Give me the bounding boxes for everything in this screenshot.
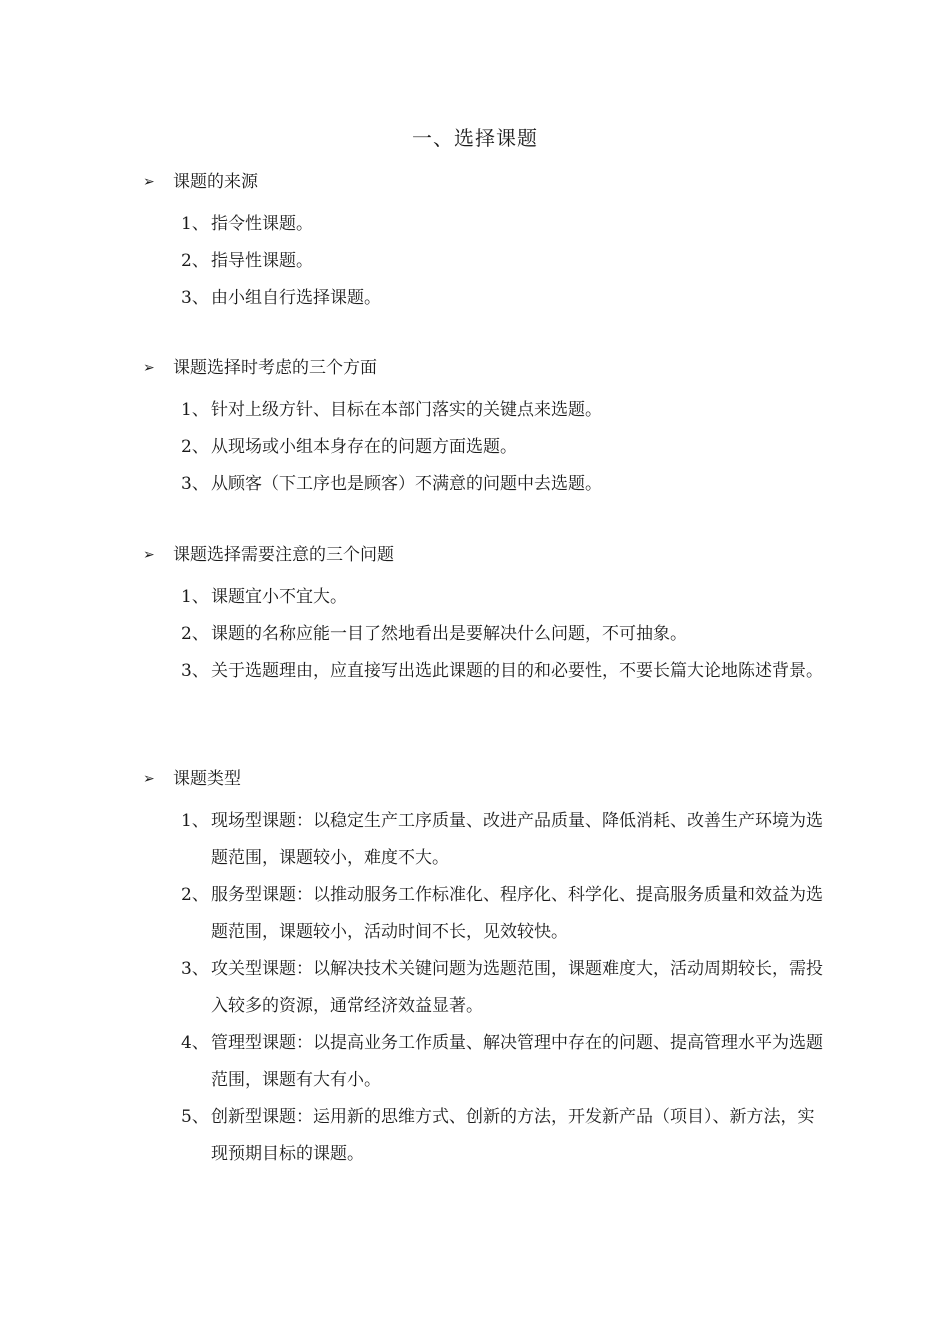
item-number: 3、 bbox=[181, 288, 209, 308]
item-text: 现场型课题：以稳定生产工序质量、改进产品质量、降低消耗、改善生产环境为选题范围，课题较小，难度不大。 bbox=[211, 811, 823, 868]
item-number: 2、 bbox=[181, 437, 209, 457]
list-item bbox=[143, 206, 823, 243]
section-selection-cautions bbox=[143, 541, 823, 690]
item-text: 指令性课题。 bbox=[211, 214, 313, 234]
list-item bbox=[143, 1099, 823, 1173]
item-text: 指导性课题。 bbox=[211, 251, 313, 271]
list-item bbox=[143, 429, 823, 466]
item-text: 创新型课题：运用新的思维方式、创新的方法，开发新产品（项目）、新方法，实现预期目标的课题。 bbox=[211, 1107, 815, 1164]
list-item bbox=[143, 877, 823, 951]
section-heading-text: 课题类型 bbox=[173, 769, 241, 789]
arrow-bullet-icon: ➢ bbox=[143, 771, 155, 787]
arrow-bullet-icon: ➢ bbox=[143, 360, 155, 376]
list-item bbox=[143, 579, 823, 616]
item-number: 1、 bbox=[181, 587, 209, 607]
list-item bbox=[143, 392, 823, 429]
item-number: 3、 bbox=[181, 474, 209, 494]
section-selection-considerations bbox=[143, 354, 823, 503]
item-number: 1、 bbox=[181, 811, 209, 831]
item-number: 1、 bbox=[181, 214, 209, 234]
section-items bbox=[143, 392, 823, 503]
list-item bbox=[143, 280, 823, 317]
item-text: 针对上级方针、目标在本部门落实的关键点来选题。 bbox=[211, 400, 602, 420]
arrow-bullet-icon: ➢ bbox=[143, 174, 155, 190]
item-number: 2、 bbox=[181, 885, 209, 905]
section-items bbox=[143, 803, 823, 1173]
section-heading-text: 课题的来源 bbox=[173, 172, 258, 192]
section-heading-text: 课题选择需要注意的三个问题 bbox=[173, 545, 394, 565]
section-heading-text: 课题选择时考虑的三个方面 bbox=[173, 358, 377, 378]
list-item bbox=[143, 803, 823, 877]
item-number: 2、 bbox=[181, 251, 209, 271]
section-topic-types bbox=[143, 765, 823, 1173]
section-heading bbox=[143, 765, 823, 793]
item-text: 关于选题理由，应直接写出选此课题的目的和必要性，不要长篇大论地陈述背景。 bbox=[211, 661, 823, 681]
section-topic-source bbox=[143, 168, 823, 317]
item-text: 从现场或小组本身存在的问题方面选题。 bbox=[211, 437, 517, 457]
item-number: 5、 bbox=[181, 1107, 209, 1127]
page-title: 一、选择课题 bbox=[412, 126, 538, 150]
section-items bbox=[143, 206, 823, 317]
item-number: 4、 bbox=[181, 1033, 209, 1053]
item-text: 课题的名称应能一目了然地看出是要解决什么问题，不可抽象。 bbox=[211, 624, 687, 644]
item-number: 3、 bbox=[181, 661, 209, 681]
item-text: 服务型课题：以推动服务工作标准化、程序化、科学化、提高服务质量和效益为选题范围，课题较小，活动时间不长，见效较快。 bbox=[211, 885, 823, 942]
item-text: 由小组自行选择课题。 bbox=[211, 288, 381, 308]
list-item bbox=[143, 243, 823, 280]
section-heading bbox=[143, 541, 823, 569]
item-text: 攻关型课题：以解决技术关键问题为选题范围，课题难度大，活动周期较长，需投入较多的资源，通常经济效益显著。 bbox=[211, 959, 823, 1016]
list-item bbox=[143, 466, 823, 503]
item-number: 3、 bbox=[181, 959, 209, 979]
list-item bbox=[143, 653, 823, 690]
item-number: 2、 bbox=[181, 624, 209, 644]
section-heading bbox=[143, 168, 823, 196]
item-text: 管理型课题：以提高业务工作质量、解决管理中存在的问题、提高管理水平为选题范围，课题有大有小。 bbox=[211, 1033, 823, 1090]
list-item bbox=[143, 951, 823, 1025]
section-items bbox=[143, 579, 823, 690]
list-item bbox=[143, 616, 823, 653]
item-number: 1、 bbox=[181, 400, 209, 420]
arrow-bullet-icon: ➢ bbox=[143, 547, 155, 563]
item-text: 从顾客（下工序也是顾客）不满意的问题中去选题。 bbox=[211, 474, 602, 494]
section-heading bbox=[143, 354, 823, 382]
item-text: 课题宜小不宜大。 bbox=[211, 587, 347, 607]
list-item bbox=[143, 1025, 823, 1099]
